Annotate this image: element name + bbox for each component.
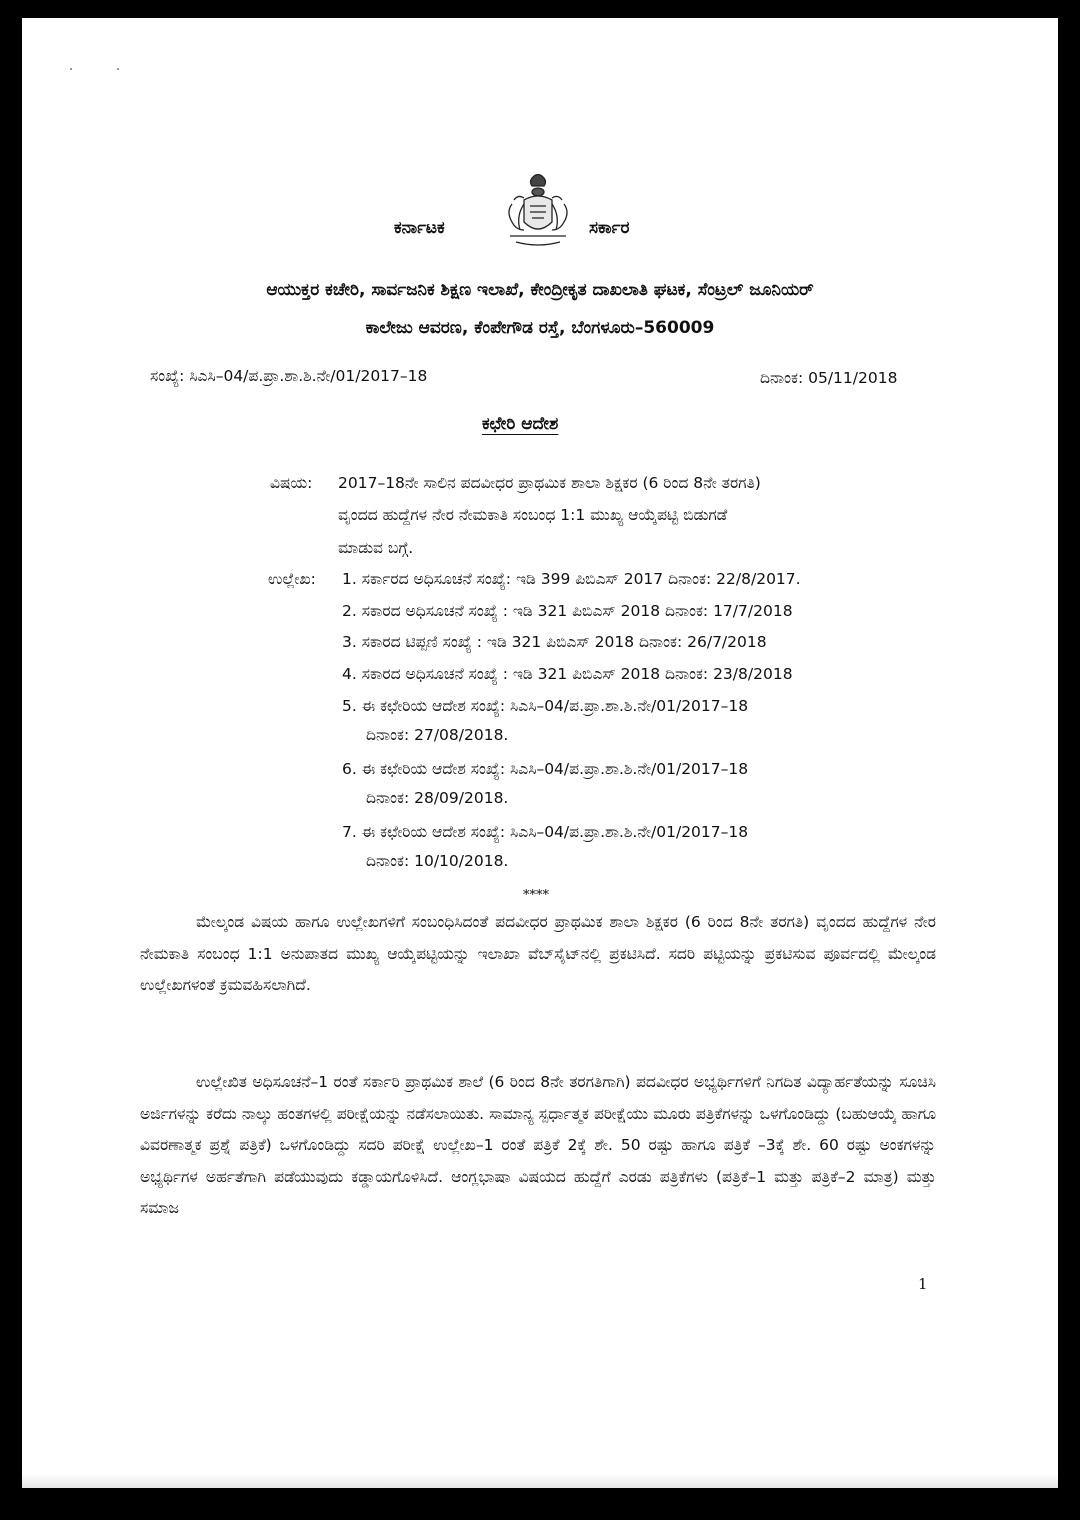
reference-item: 4. ಸಕಾರದ ಅಧಿಸೂಚನೆ ಸಂಖ್ಯೆ : ಇಡಿ 321 ಪಿಬಿಎಸ್ 2018 ದಿನಾಂಕ: 23/8/2018 [342,665,793,683]
subject-line-1: 2017–18ನೇ ಸಾಲಿನ ಪದವೀಧರ ಪ್ರಾಥಮಿಕ ಶಾಲಾ ಶಿಕ್ಷಕರ (6 ರಿಂದ 8ನೇ ತರಗತಿ) [338,474,761,492]
reference-item-date: ದಿನಾಂಕ: 10/10/2018. [366,852,509,870]
reference-item: 3. ಸಕಾರದ ಟಿಪ್ಪಣಿ ಸಂಖ್ಯೆ : ಇಡಿ 321 ಪಿಬಿಎಸ್ 2018 ದಿನಾಂಕ: 26/7/2018 [342,633,767,651]
office-address-line-1: ಆಯುಕ್ತರ ಕಚೇರಿ, ಸಾರ್ವಜನಿಕ ಶಿಕ್ಷಣ ಇಲಾಖೆ, ಕೇಂದ್ರೀಕೃತ ದಾಖಲಾತಿ ಘಟಕ, ಸೆಂಟ್ರಲ್ ಜೂನಿಯರ್ [266,280,814,300]
letterhead-left: ಕರ್ನಾಟಕ [394,218,445,238]
references-label: ಉಲ್ಲೇಖ: [268,570,316,588]
order-date: ದಿನಾಂಕ: 05/11/2018 [760,369,898,387]
reference-item: 5. ಈ ಕಛೇರಿಯ ಆದೇಶ ಸಂಖ್ಯೆ: ಸಿಎಸಿ–04/ಪ.ಪ್ರಾ.ಶಾ.ಶಿ.ನೇ/01/2017–18 [342,697,749,715]
subject-label: ವಿಷಯ: [270,474,313,492]
reference-item: 7. ಈ ಕಛೇರಿಯ ಆದೇಶ ಸಂಖ್ಯೆ: ಸಿಎಸಿ–04/ಪ.ಪ್ರಾ.ಶಾ.ಶಿ.ನೇ/01/2017–18 [342,823,749,841]
reference-item: 1. ಸರ್ಕಾರದ ಅಧಿಸೂಚನೆ ಸಂಖ್ಯೆ: ಇಡಿ 399 ಪಿಬಿಎಸ್ 2017 ದಿನಾಂಕ: 22/8/2017. [342,570,801,588]
body-paragraph-2: ಉಲ್ಲೇಖಿತ ಅಧಿಸೂಚನೆ–1 ರಂತೆ ಸರ್ಕಾರಿ ಪ್ರಾಥಮಿಕ ಶಾಲೆ (6 ರಿಂದ 8ನೇ ತರಗತಿಗಾಗಿ) ಪದವೀಧರ ಅಭ್ಯರ್ಥಿಗಳಿಗೆ ನಿಗದಿತ ವಿದ್ಯಾರ್ಹತೆಯನ್ನು ಸೂಚಿಸಿ ಅರ್ಜಿಗಳನ್ನು ಕರೆದು ನಾಲ್ಕು ಹಂತಗಳಲ್ಲಿ ಪರೀಕ್ಷೆಯನ್ನು ನಡೆಸಲಾಯಿತು. ಸಾಮಾನ್ಯ ಸ್ಪರ್ಧಾತ್ಮಕ ಪರೀಕ್ಷೆಯು ಮೂರು ಪತ್ರಿಕೆಗಳನ್ನು ಒಳಗೊಂಡಿದ್ದು (ಬಹುಆಯ್ಕೆ ಹಾಗೂ ವಿವರಣಾತ್ಮಕ ಪ್ರಶ್ನೆ ಪತ್ರಿಕೆ) ಒಳಗೊಂಡಿದ್ದು ಸದರಿ ಪರೀಕ್ಷೆ ಉಲ್ಲೇಖ–1 ರಂತೆ ಪತ್ರಿಕೆ 2ಕ್ಕೆ ಶೇ. 50 ರಷ್ಟು ಹಾಗೂ ಪತ್ರಿಕೆ –3ಕ್ಕೆ ಶೇ. 60 ರಷ್ಟು ಅಂಕಗಳನ್ನು ಅಭ್ಯರ್ಥಿಗಳ ಅರ್ಹತೆಗಾಗಿ ಪಡೆಯುವುದು ಕಡ್ಡಾಯಗೊಳಿಸಿದೆ. ಆಂಗ್ಲಭಾಷಾ ವಿಷಯದ ಹುದ್ದೆಗೆ ಎರಡು ಪತ್ರಿಕೆಗಳು (ಪತ್ರಿಕೆ–1 ಮತ್ತು ಪತ್ರಿಕೆ–2 ಮಾತ್ರ) ಮತ್ತು ಸಮಾಜ [140,1073,936,1217]
order-number: ಸಂಖ್ಯೆ: ಸಿಎಸಿ–04/ಪ.ಪ್ರಾ.ಶಾ.ಶಿ.ನೇ/01/2017–18 [150,367,428,385]
page-number: 1 [918,1275,928,1293]
scan-speck [70,68,72,70]
subject-line-2: ವೃಂದದ ಹುದ್ದೆಗಳ ನೇರ ನೇಮಕಾತಿ ಸಂಬಂಧ 1:1 ಮುಖ್ಯ ಆಯ್ಕೆಪಟ್ಟಿ ಬಿಡುಗಡೆ [338,506,728,524]
subject-line-3: ಮಾಡುವ ಬಗ್ಗೆ. [338,539,414,557]
page-bottom-edge [22,1474,1058,1488]
document-page [22,18,1058,1488]
section-separator: **** [523,888,549,903]
document-title: ಕಛೇರಿ ಆದೇಶ [482,414,559,434]
body-paragraph-1: ಮೇಲ್ಕಂಡ ವಿಷಯ ಹಾಗೂ ಉಲ್ಲೇಖಗಳಿಗೆ ಸಂಬಂಧಿಸಿದಂತೆ ಪದವೀಧರ ಪ್ರಾಥಮಿಕ ಶಾಲಾ ಶಿಕ್ಷಕರ (6 ರಿಂದ 8ನೇ ತರಗತಿ) ವೃಂದದ ಹುದ್ದೆಗಳ ನೇರ ನೇಮಕಾತಿ ಸಂಬಂಧ 1:1 ಅನುಪಾತದ ಮುಖ್ಯ ಆಯ್ಕೆಪಟ್ಟಿಯನ್ನು ಇಲಾಖಾ ವೆಬ್‌ಸೈಟ್‌ನಲ್ಲಿ ಪ್ರಕಟಿಸಿದೆ. ಸದರಿ ಪಟ್ಟಿಯನ್ನು ಪ್ರಕಟಿಸುವ ಪೂರ್ವದಲ್ಲಿ ಮೇಲ್ಕಂಡ ಉಲ್ಲೇಖಗಳಂತೆ ಕ್ರಮವಹಿಸಲಾಗಿದೆ. [140,913,936,994]
letterhead-right: ಸರ್ಕಾರ [589,218,630,238]
state-emblem-icon [502,170,574,254]
reference-item: 6. ಈ ಕಛೇರಿಯ ಆದೇಶ ಸಂಖ್ಯೆ: ಸಿಎಸಿ–04/ಪ.ಪ್ರಾ.ಶಾ.ಶಿ.ನೇ/01/2017–18 [342,760,749,778]
scan-speck [117,68,119,70]
reference-item-date: ದಿನಾಂಕ: 28/09/2018. [366,789,509,807]
reference-item: 2. ಸಕಾರದ ಅಧಿಸೂಚನೆ ಸಂಖ್ಯೆ : ಇಡಿ 321 ಪಿಬಿಎಸ್ 2018 ದಿನಾಂಕ: 17/7/2018 [342,602,793,620]
office-address-line-2: ಕಾಲೇಜು ಆವರಣ, ಕೆಂಪೇಗೌಡ ರಸ್ತೆ, ಬೆಂಗಳೂರು–560009 [365,318,715,338]
reference-item-date: ದಿನಾಂಕ: 27/08/2018. [366,726,509,744]
